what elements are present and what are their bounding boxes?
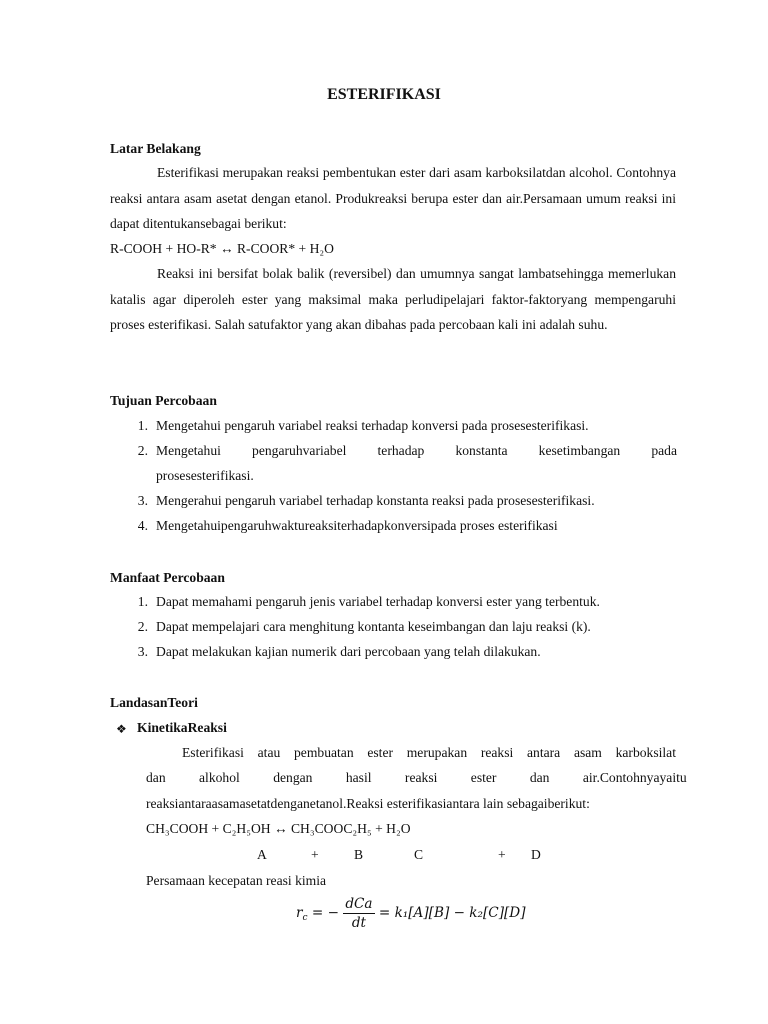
- page-title: ESTERIFIKASI: [327, 86, 441, 103]
- formula-eq-minus: = −: [311, 905, 339, 921]
- list-item-text: Mengetahui pengaruh variabel reaksi terhadap konversi pada prosesesterifikasi.: [156, 418, 589, 433]
- list-item-text: Mengetahuipengaruhwaktureaksiterhadapkonversipada proses esterifikasi: [156, 518, 558, 533]
- section-heading-latar-belakang: Latar Belakang: [110, 141, 201, 156]
- list-item-text: Mengerahui pengaruh variabel terhadap konstanta reaksi pada prosesesterifikasi.: [156, 493, 595, 508]
- list-item-text: Mengetahui pengaruhvariabel terhadap konstanta kesetimbangan pada: [156, 443, 677, 458]
- list-item-text: Dapat mempelajari cara menghitung kontanta keseimbangan dan laju reaksi (k).: [156, 619, 591, 634]
- label-d: D: [531, 847, 541, 862]
- section-heading-manfaat: Manfaat Percobaan: [110, 570, 225, 585]
- list-number: 1.: [137, 594, 148, 609]
- latar-paragraph-2-text: Reaksi ini bersifat bolak balik (reversibel) dan umumnya sangat lambatsehingga memerlukan katalis agar diperoleh ester yang maksimal maka perludipelajari faktor-faktoryang mempengaruhi proses esterifikasi. Salah satufaktor yang akan dibahas pada percobaan kali ini adalah suhu.: [110, 266, 676, 332]
- list-number: 1.: [137, 418, 148, 433]
- esterification-equation: CH₃COOH + C₂H₅OH ↔ CH₃COOC₂H₅ + H₂O: [146, 821, 411, 836]
- label-plus: +: [311, 847, 319, 862]
- label-plus: +: [498, 847, 506, 862]
- list-number: 3.: [137, 493, 148, 508]
- list-item-text-continued: prosesesterifikasi.: [156, 468, 254, 483]
- landasan-paragraph-line-2: dan alkohol dengan hasil reaksi ester dan air.Contohnyayaitu: [146, 770, 687, 785]
- landasan-paragraph-line-1: Esterifikasi atau pembuatan ester merupakan reaksi antara asam karboksilat: [182, 745, 676, 760]
- formula-fraction: [343, 895, 374, 932]
- subheading-kinetika-reaksi: KinetikaReaksi: [137, 720, 227, 735]
- diamond-bullet-icon: ❖: [116, 722, 127, 736]
- latar-paragraph-2: [110, 261, 676, 338]
- formula-rhs: = k₁[A][B] − k₂[C][D]: [378, 905, 526, 921]
- rate-equation-intro: Persamaan kecepatan reasi kimia: [146, 873, 327, 888]
- formula-lhs-subscript: c: [302, 913, 308, 923]
- list-number: 2.: [137, 619, 148, 634]
- list-number: 3.: [137, 644, 148, 659]
- latar-paragraph-1: [110, 160, 676, 237]
- general-reaction-equation: R-COOH + HO-R* ↔ R-COOR* + H₂O: [110, 241, 334, 256]
- rate-equation-formula: [296, 895, 526, 932]
- list-item-text: Dapat melakukan kajian numerik dari percobaan yang telah dilakukan.: [156, 644, 541, 659]
- formula-numerator: dCa: [345, 896, 373, 912]
- landasan-paragraph-line-3: reaksiantaraasamasetatdenganetanol.Reaksi esterifikasiantara lain sebagaiberikut:: [146, 796, 590, 811]
- latar-paragraph-1-text: Esterifikasi merupakan reaksi pembentukan ester dari asam karboksilatdan alcohol. Contohnya reaksi antara asam asetat dengan etanol. Produkreaksi berupa ester dan air.Persamaan umum reaksi ini dapat ditentukansebagai berikut:: [110, 165, 676, 231]
- list-item-text: Dapat memahami pengaruh jenis variabel terhadap konversi ester yang terbentuk.: [156, 594, 600, 609]
- list-number: 2.: [137, 443, 148, 458]
- section-heading-tujuan: Tujuan Percobaan: [110, 393, 217, 408]
- label-a: A: [257, 847, 267, 862]
- label-b: B: [354, 847, 364, 862]
- formula-lhs: r: [296, 905, 303, 921]
- label-c: C: [414, 847, 424, 862]
- formula-denominator: dt: [351, 915, 366, 931]
- section-heading-landasan-teori: LandasanTeori: [110, 695, 198, 710]
- list-number: 4.: [137, 518, 148, 533]
